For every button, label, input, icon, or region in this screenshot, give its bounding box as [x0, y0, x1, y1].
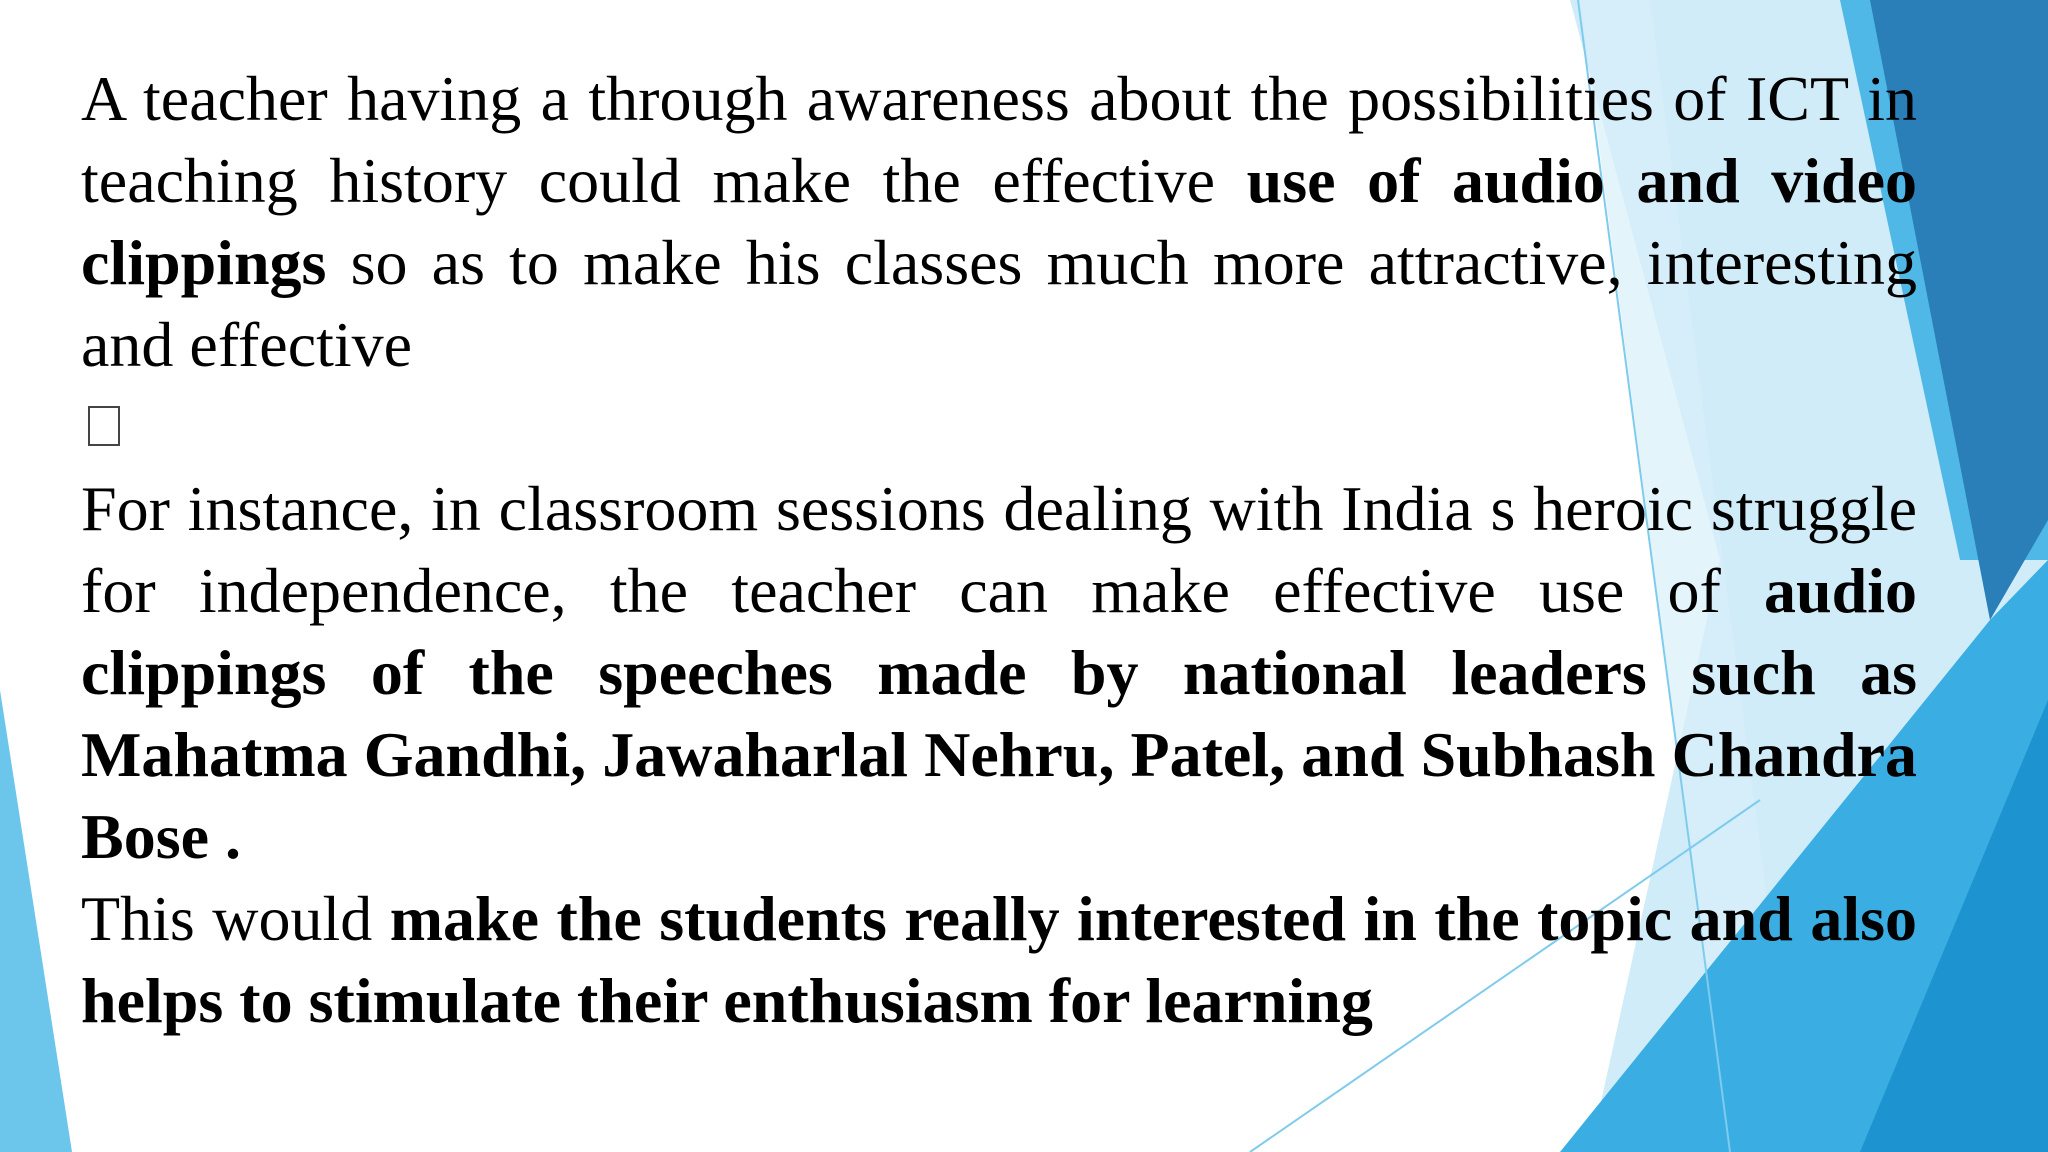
paragraph-1	[81, 58, 1917, 386]
missing-glyph-box-icon	[88, 406, 120, 446]
placeholder-line	[81, 386, 1917, 468]
paragraph-2	[81, 468, 1917, 878]
paragraph-1-text-a: A teacher having a through awareness about the possibilities of ICT in teaching history could make the effective	[81, 63, 1917, 216]
slide-body-text	[81, 58, 1917, 1042]
paragraph-3-bold-a: make the students really interested in the topic and also helps to stimulate their enthusiasm for learning	[81, 883, 1918, 1036]
paragraph-2-bold-a: audio clippings of the speeches made by national leaders such as Mahatma Gandhi, Jawaharlal Nehru, Patel, and Subhash Chandra Bose .	[81, 555, 1917, 872]
paragraph-3	[81, 878, 1917, 1042]
left-accent-shape	[0, 690, 72, 1152]
paragraph-1-bold-a: use of audio and video clippings	[81, 145, 1918, 298]
paragraph-2-text-a: For instance, in classroom sessions dealing with India s heroic struggle for independence, the teacher can make effective use of	[81, 473, 1917, 626]
paragraph-3-text-a: This would	[81, 883, 390, 954]
paragraph-1-text-b: so as to make his classes much more attractive, interesting and effective	[81, 227, 1917, 380]
